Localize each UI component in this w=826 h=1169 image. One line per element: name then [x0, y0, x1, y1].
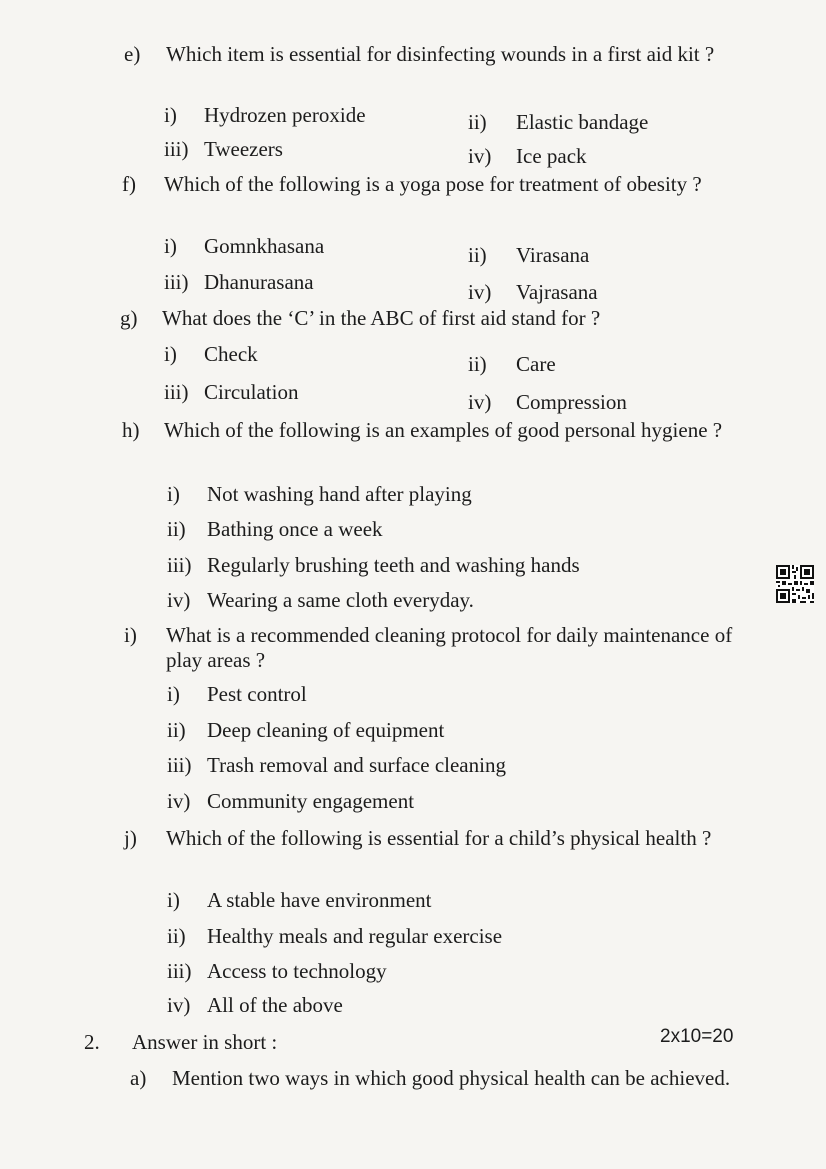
option: iii) Trash removal and surface cleaning — [167, 753, 506, 777]
question-text: Which of the following is a yoga pose for treatment of obesity ? — [164, 172, 702, 196]
option: iii) Tweezers — [164, 137, 283, 161]
question-number: j) — [124, 826, 137, 850]
question-text: What is a recommended cleaning protocol for daily maintenance of play areas ? — [166, 623, 733, 672]
option: iii) Circulation — [164, 380, 299, 404]
option: ii) Bathing once a week — [167, 517, 383, 541]
option: i) Check — [164, 342, 258, 366]
section-2-title: Answer in short : — [132, 1030, 278, 1054]
section-2-number: 2. — [84, 1030, 100, 1054]
question-number: h) — [122, 418, 140, 442]
qr-code-icon — [776, 565, 814, 603]
option: i) Gomnkhasana — [164, 234, 325, 258]
question-text: Which item is essential for disinfecting wounds in a first aid kit ? — [166, 42, 715, 66]
option: iv) Ice pack — [468, 144, 587, 168]
question-number: g) — [120, 306, 138, 330]
option: ii) Elastic bandage — [468, 110, 649, 134]
option: iii) Regularly brushing teeth and washing hands — [167, 553, 580, 577]
option: ii) Care — [468, 352, 556, 376]
question-text: What does the ‘C’ in the ABC of first aid stand for ? — [162, 306, 601, 330]
question-number: i) — [124, 623, 137, 647]
option: ii) Virasana — [468, 243, 590, 267]
option: iii) Dhanurasana — [164, 270, 314, 294]
option: iv) Wearing a same cloth everyday. — [167, 588, 474, 612]
question-number: e) — [124, 42, 141, 66]
section-2-marks: 2x10=20 — [660, 1026, 734, 1047]
option: i) Pest control — [167, 682, 307, 706]
option: iii) Access to technology — [167, 959, 387, 983]
question-text: Mention two ways in which good physical health can be achieved. — [172, 1066, 731, 1090]
option: i) Hydrozen peroxide — [164, 103, 366, 127]
option: i) A stable have environment — [167, 888, 432, 912]
option: iv) All of the above — [167, 993, 343, 1017]
option: ii) Deep cleaning of equipment — [167, 718, 445, 742]
question-text: Which of the following is an examples of good personal hygiene ? — [164, 418, 723, 442]
question-number: a) — [130, 1066, 147, 1090]
question-number: f) — [122, 172, 136, 196]
option: i) Not washing hand after playing — [167, 482, 472, 506]
option: iv) Community engagement — [167, 789, 415, 813]
option: ii) Healthy meals and regular exercise — [167, 924, 503, 948]
option: iv) Compression — [468, 390, 627, 414]
question-text: Which of the following is essential for a child’s physical health ? — [166, 826, 712, 850]
option: iv) Vajrasana — [468, 280, 598, 304]
